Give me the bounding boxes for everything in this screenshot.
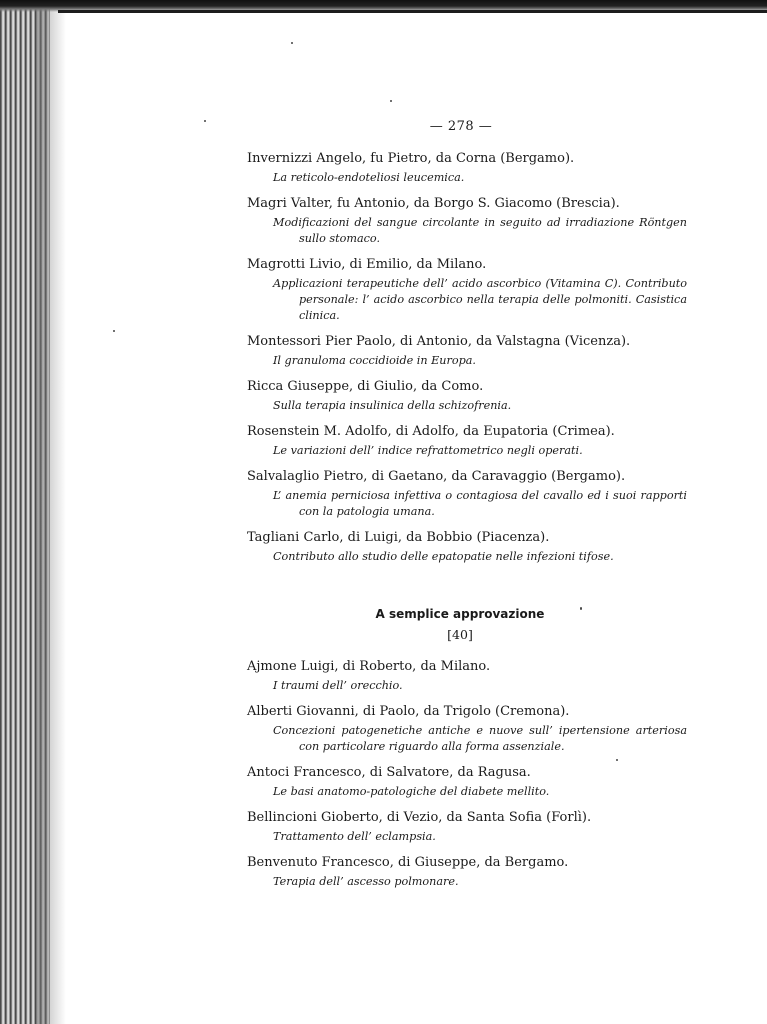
thesis-title: Le variazioni dell’ indice refrattometrico negli operati. <box>273 444 583 457</box>
thesis-title: Modificazioni del sangue circolante in seguito ad irradiazione Röntgen sullo stomaco. <box>273 216 687 245</box>
graduate-name: Ricca Giuseppe, di Giulio, da Como. <box>247 379 484 394</box>
thesis-title: Il granuloma coccidioide in Europa. <box>273 354 476 367</box>
section-count: [40] <box>447 627 473 642</box>
graduate-name: Invernizzi Angelo, fu Pietro, da Corna (Bergamo). <box>247 151 575 166</box>
graduate-name: Alberti Giovanni, di Paolo, da Trigolo (Cremona). <box>247 704 570 719</box>
thesis-title: Concezioni patogenetiche antiche e nuove sull’ ipertensione arteriosa con particolare riguardo alla forma assenziale. <box>273 724 687 753</box>
graduate-name: Ajmone Luigi, di Roberto, da Milano. <box>247 659 491 674</box>
list-entry <box>247 378 687 414</box>
page-number: — 278 — <box>429 119 493 134</box>
list-entry <box>247 333 687 369</box>
section-heading: A semplice approvazione <box>375 607 545 621</box>
graduate-list-main <box>247 150 687 574</box>
list-entry <box>247 703 687 755</box>
list-entry <box>247 468 687 520</box>
thesis-title: Sulla terapia insulinica della schizofrenia. <box>273 399 512 412</box>
list-entry <box>247 423 687 459</box>
scan-speck <box>113 330 115 332</box>
graduate-name: Magrotti Livio, di Emilio, da Milano. <box>247 257 487 272</box>
graduate-name: Magri Valter, fu Antonio, da Borgo S. Giacomo (Brescia). <box>247 196 620 211</box>
thesis-title: Trattamento dell’ eclampsia. <box>273 830 436 843</box>
graduate-name: Salvalaglio Pietro, di Gaetano, da Caravaggio (Bergamo). <box>247 469 626 484</box>
graduate-name: Tagliani Carlo, di Luigi, da Bobbio (Piacenza). <box>247 530 550 545</box>
list-entry <box>247 256 687 324</box>
thesis-title: Contributo allo studio delle epatopatie nelle infezioni tifose. <box>273 550 614 563</box>
list-entry <box>247 854 687 890</box>
list-entry <box>247 195 687 247</box>
graduate-name: Benvenuto Francesco, di Giuseppe, da Bergamo. <box>247 855 569 870</box>
list-entry <box>247 150 687 186</box>
scan-speck <box>291 42 293 44</box>
list-entry <box>247 809 687 845</box>
thesis-title: L’ anemia perniciosa infettiva o contagiosa del cavallo ed i suoi rapporti con la patologia umana. <box>273 489 687 518</box>
thesis-title: Terapia dell’ ascesso polmonare. <box>273 875 459 888</box>
page-top-rule <box>58 10 767 13</box>
thesis-title: Applicazioni terapeutiche dell’ acido ascorbico (Vitamina C). Contributo personale: l’ acido ascorbico nella terapia delle polmoniti. Casistica clinica. <box>273 277 687 322</box>
thesis-title: Le basi anatomo-patologiche del diabete mellito. <box>273 785 550 798</box>
scan-speck <box>390 100 392 102</box>
list-entry <box>247 529 687 565</box>
graduate-list-approval <box>247 658 687 899</box>
graduate-name: Montessori Pier Paolo, di Antonio, da Valstagna (Vicenza). <box>247 334 631 349</box>
graduate-name: Antoci Francesco, di Salvatore, da Ragusa. <box>247 765 531 780</box>
graduate-name: Rosenstein M. Adolfo, di Adolfo, da Eupatoria (Crimea). <box>247 424 615 439</box>
thesis-title: La reticolo-endoteliosi leucemica. <box>273 171 465 184</box>
graduate-name: Bellincioni Gioberto, di Vezio, da Santa Sofia (Forlì). <box>247 810 592 825</box>
list-entry <box>247 764 687 800</box>
binding-shadow <box>36 0 66 1024</box>
list-entry <box>247 658 687 694</box>
thesis-title: I traumi dell’ orecchio. <box>273 679 403 692</box>
